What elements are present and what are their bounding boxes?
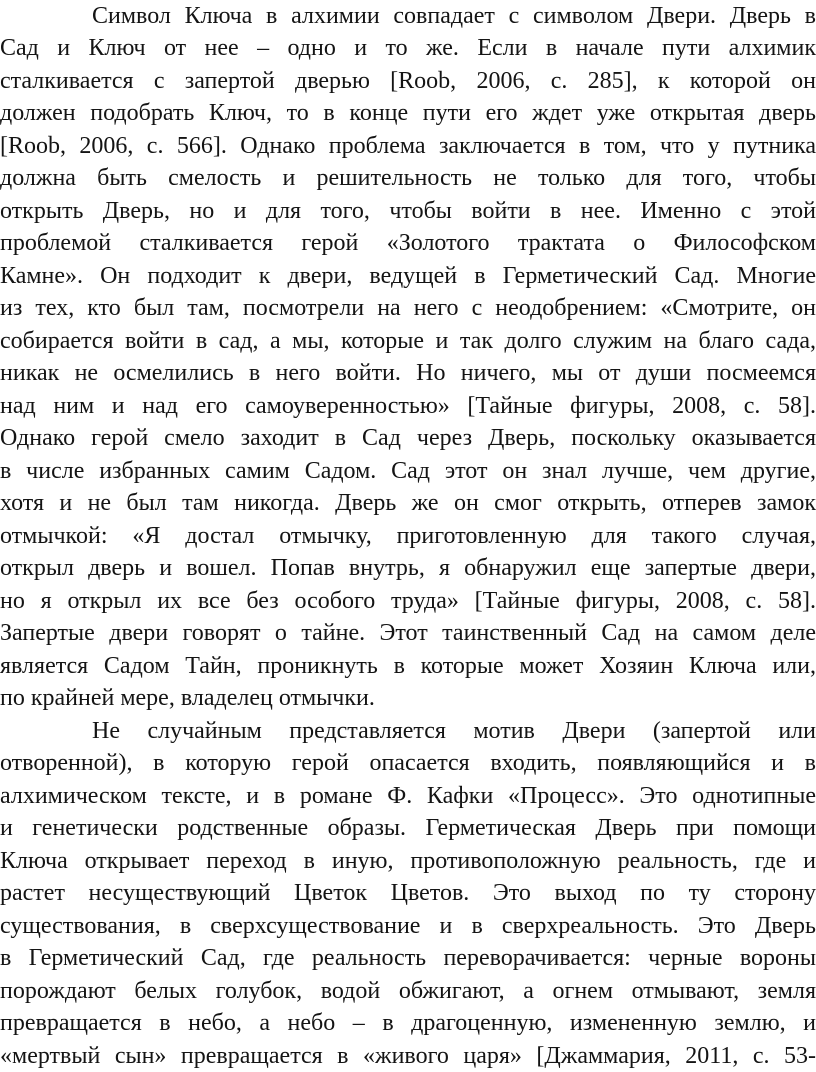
text-line: Сад и Ключ от нее – одно и то же. Если в начале пути алхимик xyxy=(0,35,816,61)
text-line: но я открыл их все без особого труда» [Тайные фигуры, 2008, с. 58]. xyxy=(0,588,816,614)
text-line: Однако герой смело заходит в Сад через Дверь, поскольку оказывается xyxy=(0,425,816,451)
text-line: собирается войти в сад, а мы, которые и так долго служим на благо сада, xyxy=(0,328,816,354)
text-line: открыл дверь и вошел. Попав внутрь, я обнаружил еще запертые двери, xyxy=(0,555,816,581)
text-line: алхимическом тексте, и в романе Ф. Кафки «Процесс». Это однотипные xyxy=(0,783,816,809)
text-line: отворенной), в которую герой опасается входить, появляющийся и в xyxy=(0,750,816,776)
text-line: отмычкой: «Я достал отмычку, приготовленную для такого случая, xyxy=(0,523,816,549)
text-line: Запертые двери говорят о тайне. Этот таинственный Сад на самом деле xyxy=(0,620,816,646)
text-line: Камне». Он подходит к двери, ведущей в Герметический Сад. Многие xyxy=(0,263,816,289)
text-line: в числе избранных самим Садом. Сад этот он знал лучше, чем другие, xyxy=(0,458,816,484)
text-line: по крайней мере, владелец отмычки. xyxy=(0,685,375,711)
text-line: сталкивается с запертой дверью [Roob, 2006, с. 285], к которой он xyxy=(0,68,816,94)
text-line: Ключа открывает переход в иную, противоположную реальность, где и xyxy=(0,848,816,874)
text-line: [Roob, 2006, с. 566]. Однако проблема заключается в том, что у путника xyxy=(0,133,816,159)
text-line: открыть Дверь, но и для того, чтобы войти в нее. Именно с этой xyxy=(0,198,816,224)
text-line: превращается в небо, а небо – в драгоценную, измененную землю, и xyxy=(0,1010,816,1036)
text-line: «мертвый сын» превращается в «живого царя» [Джаммария, 2011, с. 53- xyxy=(0,1043,816,1069)
text-line: над ним и над его самоуверенностью» [Тайные фигуры, 2008, с. 58]. xyxy=(0,393,816,419)
text-line: Символ Ключа в алхимии совпадает с символом Двери. Дверь в xyxy=(92,3,816,29)
text-line: существования, в сверхсуществование и в сверхреальность. Это Дверь xyxy=(0,913,816,939)
text-line: является Садом Тайн, проникнуть в которые может Хозяин Ключа или, xyxy=(0,653,816,679)
text-line: в Герметический Сад, где реальность переворачивается: черные вороны xyxy=(0,945,816,971)
text-line: никак не осмелились в него войти. Но ничего, мы от души посмеемся xyxy=(0,360,816,386)
text-line: и генетически родственные образы. Герметическая Дверь при помощи xyxy=(0,815,816,841)
text-line: порождают белых голубок, водой обжигают, а огнем отмывают, земля xyxy=(0,978,816,1004)
text-line: проблемой сталкивается герой «Золотого трактата о Философском xyxy=(0,230,816,256)
text-line: из тех, кто был там, посмотрели на него с неодобрением: «Смотрите, он xyxy=(0,295,816,321)
text-line: должен подобрать Ключ, то в конце пути его ждет уже открытая дверь xyxy=(0,100,816,126)
text-line: Не случайным представляется мотив Двери (запертой или xyxy=(92,718,816,744)
text-line: растет несуществующий Цветок Цветов. Это выход по ту сторону xyxy=(0,880,816,906)
text-line: хотя и не был там никогда. Дверь же он смог открыть, отперев замок xyxy=(0,490,816,516)
text-line: должна быть смелость и решительность не только для того, чтобы xyxy=(0,165,816,191)
